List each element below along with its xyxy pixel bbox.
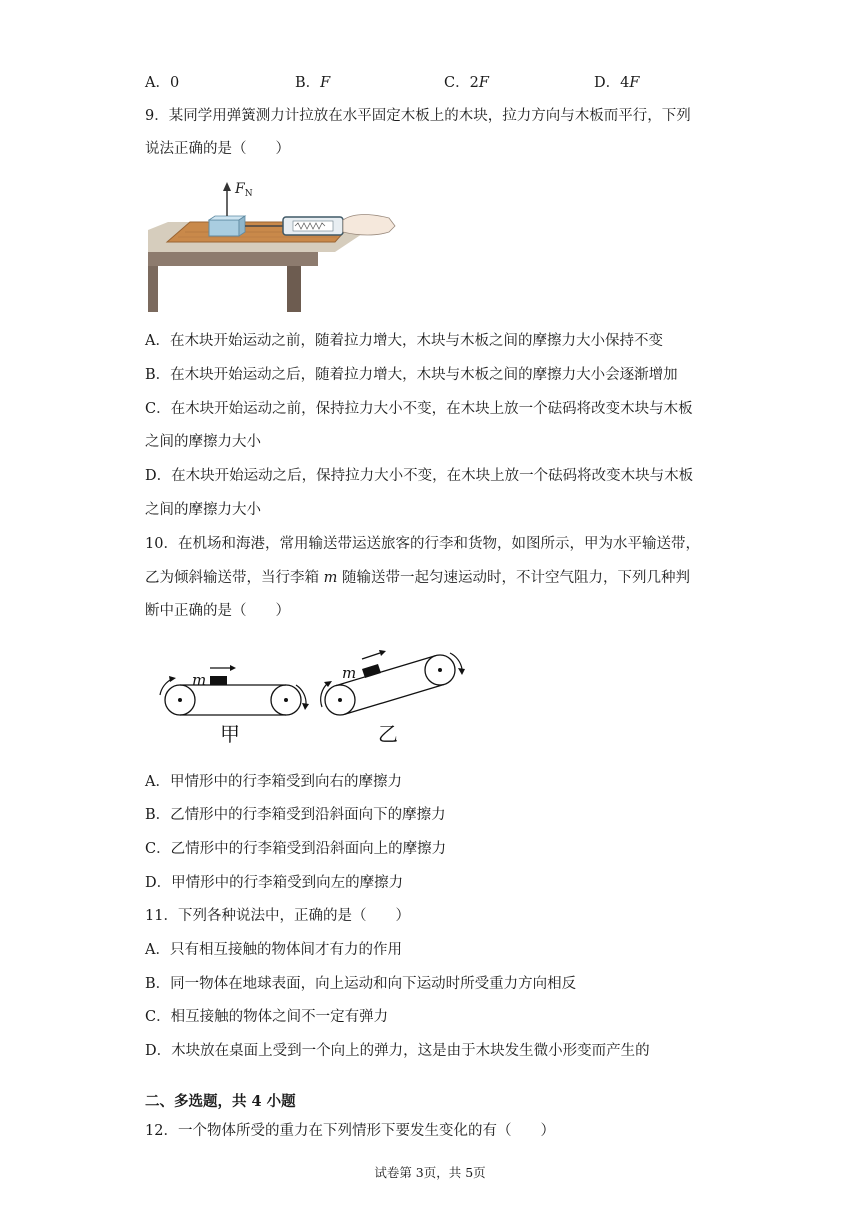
- mass-label-1: m: [192, 671, 207, 689]
- q9-option-d-line1: D．在木块开始运动之后，保持拉力大小不变，在木块上放一个砝码将改变木块与木板: [145, 468, 694, 484]
- q10-stem-line2-before: 乙为倾斜输送带，当行李箱: [145, 570, 324, 586]
- q10-option-a: A．甲情形中的行李箱受到向右的摩擦力: [145, 774, 402, 790]
- q10-stem-line3: 断中正确的是（ ）: [145, 603, 290, 619]
- q10-stem-line2-after: 随输送带一起匀速运动时，不计空气阻力，下列几种判: [337, 570, 690, 586]
- q11-stem: 11．下列各种说法中，正确的是（ ）: [145, 908, 410, 924]
- luggage-box-1: [210, 676, 227, 685]
- q9-option-a: A．在木块开始运动之前，随着拉力增大，木块与木板之间的摩擦力大小保持不变: [145, 333, 663, 349]
- q8-option-a: A．0: [145, 75, 180, 91]
- q11-option-a: A．只有相互接触的物体间才有力的作用: [145, 942, 402, 958]
- q10-figure-conveyor-belts: [150, 645, 480, 750]
- page-footer: 试卷第 3页，共 5页: [374, 1165, 486, 1180]
- caption-yi: 乙: [378, 722, 398, 746]
- table-apron: [148, 252, 318, 266]
- q11-option-c: C．相互接触的物体之间不一定有弹力: [145, 1009, 389, 1025]
- q10-stem-line2: [145, 568, 690, 588]
- q8-option-c: [444, 73, 489, 93]
- q9-option-b: B．在木块开始运动之后，随着拉力增大，木块与木板之间的摩擦力大小会逐渐增加: [145, 367, 678, 383]
- q9-figure-spring-scale-on-table: [145, 174, 400, 314]
- q8-option-b-prefix: B．: [295, 75, 321, 91]
- q12-stem: 12．一个物体所受的重力在下列情形下要发生变化的有（ ）: [145, 1123, 555, 1139]
- q8-option-c-prefix: C．2: [444, 75, 479, 91]
- luggage-box-2: [362, 664, 381, 678]
- caption-jia: 甲: [220, 722, 240, 746]
- q9-stem-line2: 说法正确的是（ ）: [145, 141, 290, 157]
- q8-option-c-var: F: [478, 75, 489, 91]
- normal-force-label: $F_N$: [235, 181, 253, 199]
- q8-option-d-prefix: D．4: [594, 75, 630, 91]
- belt-horizontal: [165, 685, 301, 715]
- q11-option-b: B．同一物体在地球表面，向上运动和向下运动时所受重力方向相反: [145, 976, 577, 992]
- wooden-block: [209, 220, 239, 236]
- q9-option-c-line1: C．在木块开始运动之前，保持拉力大小不变，在木块上放一个砝码将改变木块与木板: [145, 401, 693, 417]
- q8-option-d-var: F: [629, 75, 640, 91]
- mass-label-2: m: [342, 664, 357, 682]
- q10-option-d: D．甲情形中的行李箱受到向左的摩擦力: [145, 875, 404, 891]
- q10-stem-line2-var: m: [323, 570, 338, 586]
- q8-option-b-var: F: [320, 75, 331, 91]
- q10-option-c: C．乙情形中的行李箱受到沿斜面向上的摩擦力: [145, 841, 447, 857]
- q8-option-d: [594, 73, 639, 93]
- q9-stem-line1: 9．某同学用弹簧测力计拉放在水平固定木板上的木块，拉力方向与木板而平行，下列: [145, 108, 691, 124]
- section-heading: 二、多选题，共 4 小题: [145, 1093, 296, 1110]
- q10-option-b: B．乙情形中的行李箱受到沿斜面向下的摩擦力: [145, 807, 446, 823]
- q8-option-b: [295, 73, 330, 93]
- table-leg-right: [287, 262, 301, 312]
- q11-option-d: D．木块放在桌面上受到一个向上的弹力，这是由于木块发生微小形变而产生的: [145, 1043, 650, 1059]
- hand: [343, 215, 395, 236]
- q9-option-c-line2: 之间的摩擦力大小: [145, 434, 261, 450]
- q9-option-d-line2: 之间的摩擦力大小: [145, 502, 261, 518]
- q10-stem-line1: 10．在机场和海港，常用输送带运送旅客的行李和货物，如图所示，甲为水平输送带，: [145, 536, 700, 552]
- table-leg-left: [148, 262, 158, 312]
